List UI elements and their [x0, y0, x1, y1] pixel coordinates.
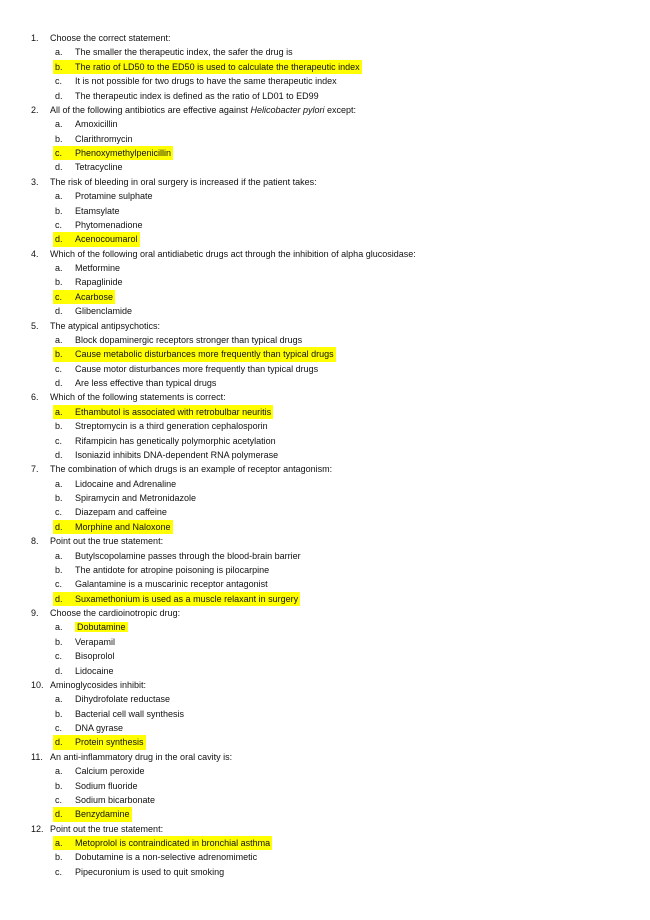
option-letter: d.: [55, 162, 63, 173]
option-text: The antidote for atropine poisoning is pilocarpine: [75, 564, 270, 575]
option-text: Cause metabolic disturbances more frequently than typical drugs: [75, 349, 334, 360]
highlighted-answer: [53, 232, 140, 246]
question-text-part: The combination of which drugs is an example of receptor antagonism:: [50, 464, 333, 475]
option-text: Block dopaminergic receptors stronger than typical drugs: [75, 334, 303, 345]
option-text: Ethambutol is associated with retrobulbar neuritis: [75, 406, 272, 417]
option-text: Amoxicillin: [75, 119, 118, 130]
answer-option: [0, 707, 650, 721]
highlighted-answer: [53, 60, 362, 74]
option-letter: a.: [55, 766, 63, 777]
answer-option: [0, 45, 650, 59]
question: [0, 31, 650, 45]
option-text: Sodium fluoride: [75, 780, 138, 791]
answer: [53, 160, 125, 174]
answer: [53, 692, 172, 706]
answer-option: [0, 204, 650, 218]
option-text: Dobutamine: [77, 622, 126, 633]
option-text: Benzydamine: [75, 809, 130, 820]
option-letter: c.: [55, 363, 63, 374]
option-letter: b.: [55, 61, 63, 72]
question-number: 11.: [31, 751, 43, 762]
answer-option: [0, 376, 650, 390]
question: [0, 534, 650, 548]
option-letter: a.: [55, 47, 63, 58]
answer: [53, 333, 304, 347]
answer-option: [0, 664, 650, 678]
option-text: Glibenclamide: [75, 306, 133, 317]
option-letter: c.: [55, 76, 63, 87]
answer-option: [0, 232, 650, 246]
question: [0, 319, 650, 333]
question: [0, 462, 650, 476]
answer: [53, 362, 320, 376]
option-text: Pipecuronium is used to quit smoking: [75, 866, 225, 877]
option-letter: c.: [55, 723, 63, 733]
answer: [53, 635, 117, 649]
answer-option: [0, 850, 650, 864]
answer-option: [0, 132, 650, 146]
option-text: Rifampicin has genetically polymorphic acetylation: [75, 435, 276, 446]
question-number: 10.: [31, 679, 44, 690]
answer-option: [0, 563, 650, 577]
answer: [53, 577, 270, 591]
option-letter: d.: [55, 665, 63, 676]
option-letter: a.: [55, 119, 63, 130]
answer-option: [0, 60, 650, 74]
answer-option: [0, 218, 650, 232]
option-text: Tetracycline: [75, 162, 123, 173]
question-text-part: except:: [324, 104, 357, 115]
answer-option: [0, 779, 650, 793]
answer-option: [0, 865, 650, 879]
option-text: Isoniazid inhibits DNA-dependent RNA polymerase: [75, 449, 279, 460]
question-number: 6.: [31, 392, 39, 403]
option-letter: d.: [55, 737, 63, 748]
option-letter: d.: [55, 234, 63, 245]
option-letter: a.: [55, 334, 63, 345]
question-number: 5.: [31, 320, 39, 331]
answer: [53, 419, 270, 433]
option-letter: b.: [55, 133, 63, 144]
option-letter: b.: [55, 493, 63, 503]
answer: [53, 376, 218, 390]
answer: [53, 649, 117, 663]
option-letter: d.: [55, 521, 63, 532]
option-text: The therapeutic index is defined as the ratio of LD01 to ED99: [75, 90, 319, 101]
option-letter: a.: [55, 622, 63, 633]
option-text: Cause motor disturbances more frequently than typical drugs: [75, 363, 319, 374]
option-text: Lidocaine and Adrenaline: [75, 478, 177, 489]
answer-option: [0, 89, 650, 103]
option-text: Protamine sulphate: [75, 191, 153, 202]
highlighted-answer: [53, 620, 130, 634]
question-text-part: Which of the following statements is correct:: [50, 392, 226, 403]
question-text-part: The atypical antipsychotics:: [50, 320, 161, 331]
question-text-part: An anti-inflammatory drug in the oral cavity is:: [50, 751, 233, 762]
answer-option: [0, 692, 650, 706]
answer-option: [0, 117, 650, 131]
option-text: Diazepam and caffeine: [75, 507, 167, 518]
option-text: Morphine and Naloxone: [75, 521, 171, 532]
answer-option: [0, 290, 650, 304]
highlighted-answer: [53, 735, 146, 749]
option-letter: a.: [55, 263, 63, 273]
option-letter: d.: [55, 306, 63, 317]
option-text: Bacterial cell wall synthesis: [75, 708, 185, 719]
answer: [53, 275, 125, 289]
option-text: Phenoxymethylpenicillin: [75, 148, 172, 158]
answer-option: [0, 347, 650, 361]
option-text: The ratio of LD50 to the ED50 is used to calculate the therapeutic index: [75, 61, 360, 72]
answer: [53, 764, 147, 778]
question-text-part: Point out the true statement:: [50, 536, 164, 547]
option-letter: a.: [55, 191, 63, 202]
option-letter: b.: [55, 852, 63, 863]
option-text: Streptomycin is a third generation cephalosporin: [75, 421, 268, 432]
option-letter: a.: [55, 478, 63, 489]
answer-option: [0, 434, 650, 448]
question: [0, 678, 650, 692]
option-letter: a.: [55, 406, 63, 417]
answer-option: [0, 74, 650, 88]
question: [0, 750, 650, 764]
question: [0, 606, 650, 620]
answer-option: [0, 635, 650, 649]
option-text: Acarbose: [75, 291, 114, 302]
answer: [53, 491, 198, 505]
question-number: 1.: [31, 33, 39, 43]
question-text: [50, 750, 232, 764]
option-letter: b.: [55, 636, 63, 647]
question-text-part: Which of the following oral antidiabetic drugs act through the inhibition of alpha glucosidase:: [50, 248, 416, 259]
question-text: [50, 606, 180, 620]
question-text-part: The risk of bleeding in oral surgery is increased if the patient takes:: [50, 176, 317, 187]
question-text-part: Choose the correct statement:: [50, 33, 171, 43]
option-letter: d.: [55, 809, 63, 820]
question-text: [50, 31, 171, 45]
answer: [53, 448, 280, 462]
option-letter: b.: [55, 708, 63, 719]
option-text: Phytomenadione: [75, 219, 143, 230]
answer-option: [0, 160, 650, 174]
option-letter: d.: [55, 449, 63, 460]
answer-option: [0, 807, 650, 821]
question-text: [50, 462, 332, 476]
answer: [53, 721, 125, 735]
question-number: 8.: [31, 536, 39, 547]
answer: [53, 779, 140, 793]
question-number: 4.: [31, 248, 39, 259]
question-text: [50, 534, 163, 548]
answer-option: [0, 649, 650, 663]
question: [0, 175, 650, 189]
answer-option: [0, 362, 650, 376]
answer: [53, 850, 259, 864]
answer-option: [0, 764, 650, 778]
option-text: Metformine: [75, 263, 121, 273]
answer-option: [0, 275, 650, 289]
question-text-part: Choose the cardioinotropic drug:: [50, 608, 181, 618]
answer: [53, 74, 339, 88]
answer: [53, 549, 303, 563]
option-text: Spiramycin and Metronidazole: [75, 493, 197, 503]
answer-option: [0, 304, 650, 318]
option-text: Are less effective than typical drugs: [75, 378, 217, 388]
answer-option: [0, 836, 650, 850]
highlighted-answer: [53, 520, 173, 534]
highlighted-answer: [53, 807, 132, 821]
answer: [53, 865, 226, 879]
option-letter: b.: [55, 564, 63, 575]
option-letter: a.: [55, 550, 63, 561]
option-text: Etamsylate: [75, 205, 120, 216]
option-text: Dobutamine is a non-selective adrenomimetic: [75, 852, 258, 863]
answer-option: [0, 405, 650, 419]
option-text: Suxamethonium is used as a muscle relaxant in surgery: [75, 593, 299, 604]
question: [0, 822, 650, 836]
question-text: [50, 247, 416, 261]
document-page: [0, 31, 650, 879]
answer-option: [0, 735, 650, 749]
answer-option: [0, 448, 650, 462]
question-text-part: Aminoglycosides inhibit:: [50, 679, 147, 690]
question-text: [50, 822, 163, 836]
question: [0, 390, 650, 404]
question-text: [50, 319, 160, 333]
answer: [53, 664, 116, 678]
option-letter: c.: [55, 291, 63, 302]
option-letter: c.: [55, 794, 63, 805]
answer: [53, 189, 155, 203]
option-letter: c.: [55, 435, 63, 446]
option-text: Verapamil: [75, 636, 116, 647]
answer: [53, 218, 145, 232]
answer: [53, 505, 169, 519]
question-text: [50, 678, 146, 692]
answer: [53, 563, 271, 577]
answer-option: [0, 793, 650, 807]
answer-option: [0, 146, 650, 160]
answer-option: [0, 721, 650, 735]
option-text: Acenocoumarol: [75, 234, 138, 245]
answer-option: [0, 592, 650, 606]
option-letter: b.: [55, 349, 63, 360]
answer: [53, 434, 278, 448]
option-text: Calcium peroxide: [75, 766, 145, 777]
option-letter: c.: [55, 579, 63, 590]
question: [0, 103, 650, 117]
option-letter: c.: [55, 148, 63, 158]
answer-option: [0, 577, 650, 591]
answer: [53, 45, 295, 59]
answer-option: [0, 549, 650, 563]
option-text: Dihydrofolate reductase: [75, 694, 171, 705]
highlighted-answer: [53, 836, 272, 850]
question-number: 12.: [31, 823, 44, 834]
answer-option: [0, 505, 650, 519]
highlighted-answer: [53, 146, 173, 160]
highlighted-answer: [53, 347, 336, 361]
option-letter: c.: [55, 219, 63, 230]
option-letter: b.: [55, 205, 63, 216]
highlighted-answer: [53, 592, 300, 606]
answer-option: [0, 333, 650, 347]
question: [0, 247, 650, 261]
option-letter: d.: [55, 378, 63, 388]
highlighted-answer: [53, 290, 115, 304]
answer: [53, 261, 122, 275]
option-text: Bisoprolol: [75, 651, 115, 662]
highlighted-answer: [53, 405, 273, 419]
answer: [53, 707, 186, 721]
option-letter: a.: [55, 694, 63, 705]
answer: [53, 793, 157, 807]
question-text-part: Point out the true statement:: [50, 823, 164, 834]
option-text: Rapaglinide: [75, 277, 123, 288]
question-text: [50, 175, 317, 189]
answer-option: [0, 491, 650, 505]
question-text: [50, 103, 356, 117]
option-letter: c.: [55, 507, 63, 518]
answer-option: [0, 520, 650, 534]
option-letter: b.: [55, 780, 63, 791]
option-letter: c.: [55, 866, 63, 877]
answer: [53, 304, 134, 318]
answer: [53, 477, 178, 491]
answer: [53, 117, 120, 131]
option-letter: b.: [55, 421, 63, 432]
answer: [53, 204, 122, 218]
option-text: Sodium bicarbonate: [75, 794, 156, 805]
answer-option: [0, 477, 650, 491]
answer: [53, 132, 135, 146]
answer-option: [0, 419, 650, 433]
option-text: Metoprolol is contraindicated in bronchial asthma: [75, 838, 271, 848]
option-text: Clarithromycin: [75, 133, 133, 144]
answer-option: [0, 261, 650, 275]
question-number: 7.: [31, 464, 39, 475]
question-number: 3.: [31, 176, 39, 187]
answer: [53, 89, 321, 103]
option-text: Lidocaine: [75, 665, 114, 676]
option-letter: b.: [55, 277, 63, 288]
option-letter: a.: [55, 838, 63, 848]
answer-option: [0, 620, 650, 634]
option-text: Protein synthesis: [75, 737, 144, 748]
answer-option: [0, 189, 650, 203]
option-text: The smaller the therapeutic index, the safer the drug is: [75, 47, 293, 58]
option-text: DNA gyrase: [75, 723, 124, 733]
question-text: [50, 390, 226, 404]
question-text-italic: Helicobacter pylori: [250, 104, 325, 115]
option-text: Galantamine is a muscarinic receptor antagonist: [75, 579, 268, 590]
option-text: It is not possible for two drugs to have the same therapeutic index: [75, 76, 337, 87]
option-letter: d.: [55, 90, 63, 101]
question-number: 2.: [31, 104, 39, 115]
option-letter: c.: [55, 651, 63, 662]
question-text-part: All of the following antibiotics are effective against: [50, 104, 251, 115]
option-text: Butylscopolamine passes through the blood-brain barrier: [75, 550, 301, 561]
option-letter: d.: [55, 593, 63, 604]
question-number: 9.: [31, 608, 39, 618]
